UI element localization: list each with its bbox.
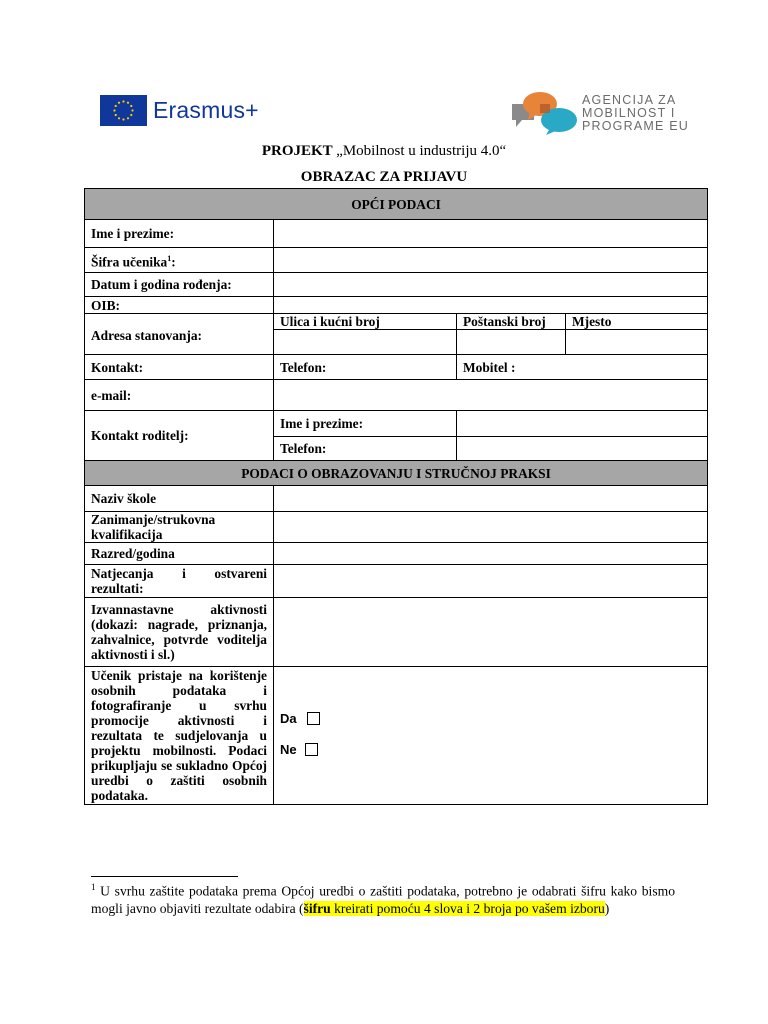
agency-logo bbox=[510, 90, 689, 136]
consent-no-option[interactable] bbox=[280, 742, 701, 757]
label-contact: Kontakt: bbox=[85, 355, 274, 380]
consent-yes-label: Da bbox=[280, 711, 297, 726]
label-student-code: Šifra učenika$^1$: bbox=[85, 248, 274, 273]
field-parent-phone[interactable] bbox=[457, 437, 708, 461]
label-grade: Razred/godina bbox=[85, 543, 274, 565]
project-name: „Mobilnost u industriju 4.0“ bbox=[336, 143, 507, 159]
consent-no-label: Ne bbox=[280, 742, 297, 757]
field-occupation[interactable] bbox=[274, 512, 708, 543]
eu-star bbox=[122, 100, 124, 102]
footnote-number: 1 bbox=[91, 882, 96, 892]
field-phone[interactable]: Telefon: bbox=[274, 355, 457, 380]
field-street[interactable] bbox=[274, 330, 457, 355]
consent-options bbox=[274, 667, 708, 805]
application-form-table bbox=[84, 188, 708, 805]
field-name[interactable] bbox=[274, 220, 708, 248]
label-street: Ulica i kućni broj bbox=[274, 314, 457, 330]
field-parent-name[interactable] bbox=[457, 411, 708, 437]
consent-yes-checkbox[interactable] bbox=[307, 712, 320, 725]
eu-star bbox=[118, 101, 120, 103]
eu-star bbox=[127, 101, 129, 103]
consent-text: Učenik pristaje na korištenje osobnih podataka i fotografiranje u svrhu promocije aktivnosti i rezultata te sudjelovanja u projektu mobilnosti. Podaci prikupljaju se sukladno Općoj uredbi o zaštiti osobnih podataka. bbox=[85, 667, 274, 805]
eu-star bbox=[118, 117, 120, 119]
label-name: Ime i prezime: bbox=[85, 220, 274, 248]
eu-star bbox=[115, 113, 117, 115]
label-parent-phone: Telefon: bbox=[274, 437, 457, 461]
footnote-ref: 1 bbox=[167, 253, 172, 263]
consent-yes-option[interactable] bbox=[280, 711, 701, 726]
eu-star bbox=[113, 109, 115, 111]
field-student-code[interactable] bbox=[274, 248, 708, 273]
label-school: Naziv škole bbox=[85, 486, 274, 512]
footnote-highlight: šifru kreirati pomoću 4 slova i 2 broja po vašem izboru bbox=[303, 900, 605, 916]
consent-no-checkbox[interactable] bbox=[305, 743, 318, 756]
field-oib[interactable] bbox=[274, 297, 708, 314]
label-postal-code: Poštanski broj bbox=[457, 314, 566, 330]
section-education-header: PODACI O OBRAZOVANJU I STRUČNOJ PRAKSI bbox=[85, 461, 708, 486]
label-birth-date: Datum i godina rođenja: bbox=[85, 273, 274, 297]
erasmus-logo bbox=[100, 94, 259, 126]
speech-bubbles-icon bbox=[510, 90, 578, 136]
label-occupation: Zanimanje/strukovna kvalifikacija bbox=[85, 512, 274, 543]
footnote-separator bbox=[91, 876, 238, 877]
label-email: e-mail: bbox=[85, 380, 274, 411]
label-extracurricular: Izvannastavne aktivnosti (dokazi: nagrade, priznanja, zahvalnice, potvrde voditelja aktivnosti i sl.) bbox=[85, 598, 274, 667]
eu-star bbox=[122, 118, 124, 120]
field-mobile[interactable]: Mobitel : bbox=[457, 355, 708, 380]
eu-flag-icon bbox=[100, 95, 147, 126]
agency-line-1: AGENCIJA ZA bbox=[582, 92, 677, 107]
field-birth-date[interactable] bbox=[274, 273, 708, 297]
erasmus-logo-text: Erasmus+ bbox=[153, 96, 259, 123]
field-competitions[interactable] bbox=[274, 565, 708, 598]
label-city: Mjesto bbox=[566, 314, 708, 330]
footnote: $^1$ U svrhu zaštite podataka prema Općoj uredbi o zaštiti podataka, potrebno je odabrati šifru kako bismo mogli javno objaviti rezultate odabira (šifru kreirati pomoću 4 slova i 2 broja po vašem izboru) bbox=[91, 882, 675, 916]
field-email[interactable] bbox=[274, 380, 708, 411]
footnote-text: U svrhu zaštite podataka prema Općoj uredbi o zaštiti podataka, potrebno je odabrati šifru kako bismo mogli javno objaviti rezultate odabira ( bbox=[91, 883, 675, 916]
eu-star bbox=[131, 109, 133, 111]
label-parent-name: Ime i prezime: bbox=[274, 411, 457, 437]
field-postal-code[interactable] bbox=[457, 330, 566, 355]
label-competitions: Natjecanja i ostvareni rezultati: bbox=[85, 565, 274, 598]
section-general-header: OPĆI PODACI bbox=[85, 189, 708, 220]
project-title: PROJEKT „Mobilnost u industriju 4.0“ bbox=[261, 143, 507, 159]
eu-star bbox=[115, 104, 117, 106]
field-school[interactable] bbox=[274, 486, 708, 512]
label-oib: OIB: bbox=[85, 297, 274, 314]
field-grade[interactable] bbox=[274, 543, 708, 565]
agency-line-2: MOBILNOST I bbox=[582, 105, 676, 120]
eu-star bbox=[130, 113, 132, 115]
field-city[interactable] bbox=[566, 330, 708, 355]
eu-star bbox=[127, 117, 129, 119]
label-parent-contact: Kontakt roditelj: bbox=[85, 411, 274, 461]
label-address: Adresa stanovanja: bbox=[85, 314, 274, 355]
field-extracurricular[interactable] bbox=[274, 598, 708, 667]
eu-star bbox=[130, 104, 132, 106]
agency-line-3: PROGRAME EU bbox=[582, 118, 689, 133]
form-title: OBRAZAC ZA PRIJAVU bbox=[300, 169, 468, 185]
